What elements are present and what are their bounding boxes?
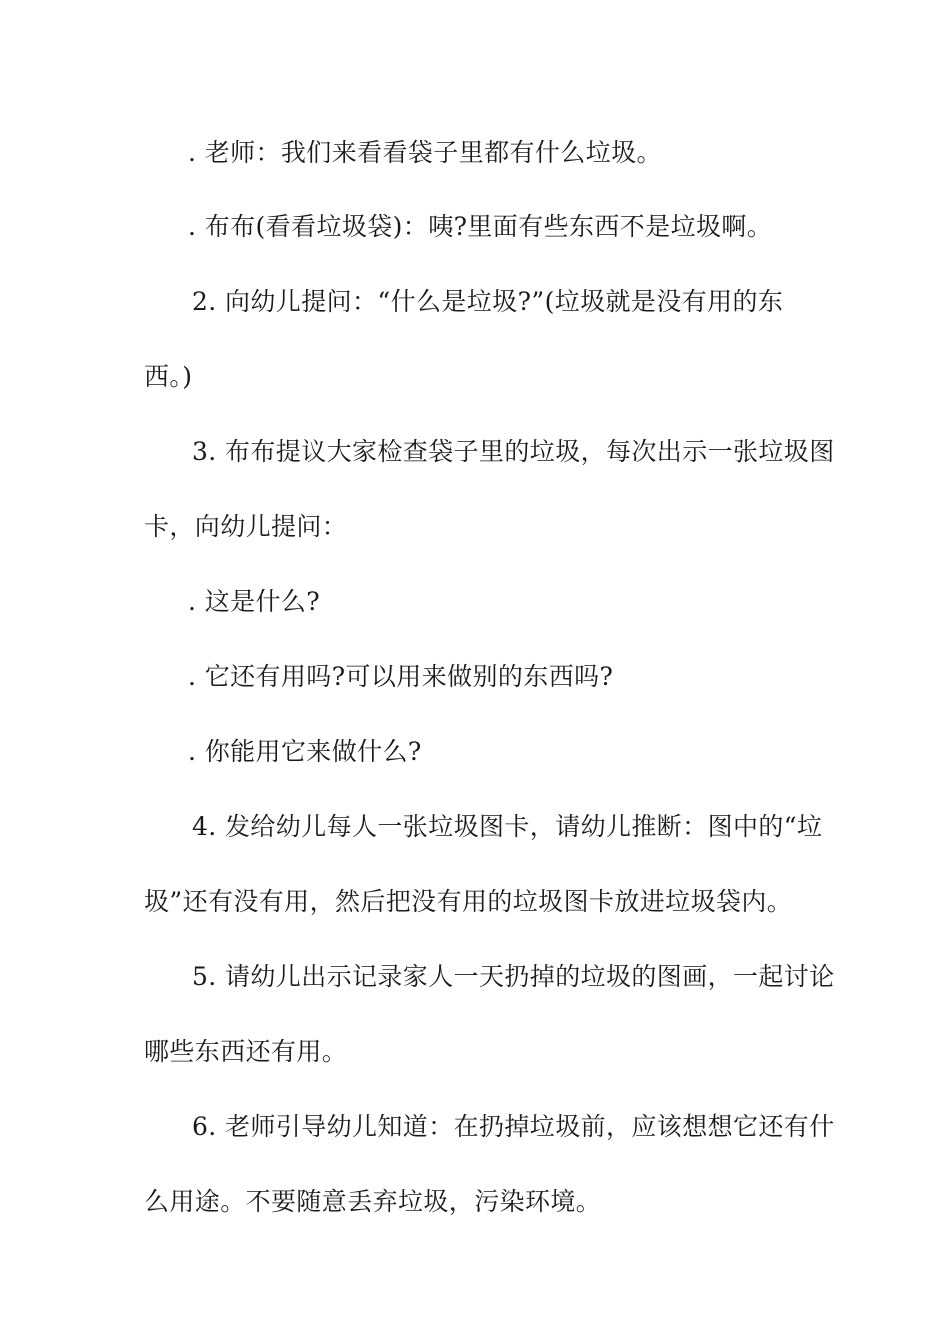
text-line-3: 2. 向幼儿提问：“什么是垃圾?”(垃圾就是没有用的东 — [192, 287, 784, 316]
text-line-13: 哪些东西还有用。 — [144, 1037, 348, 1066]
text-line-10: 4. 发给幼儿每人一张垃圾图卡，请幼儿推断：图中的“垃 — [192, 812, 823, 841]
text-line-2: . 布布(看看垃圾袋)：咦?里面有些东西不是垃圾啊。 — [188, 212, 773, 241]
text-line-5: 3. 布布提议大家检查袋子里的垃圾，每次出示一张垃圾图 — [192, 437, 835, 466]
text-line-14: 6. 老师引导幼儿知道：在扔掉垃圾前，应该想想它还有什 — [192, 1112, 835, 1141]
text-line-9: . 你能用它来做什么? — [188, 737, 422, 766]
text-line-7: . 这是什么? — [188, 587, 321, 616]
text-line-12: 5. 请幼儿出示记录家人一天扔掉的垃圾的图画，一起讨论 — [192, 962, 835, 991]
text-line-11: 圾”还有没有用，然后把没有用的垃圾图卡放进垃圾袋内。 — [144, 887, 793, 916]
text-line-15: 么用途。不要随意丢弃垃圾，污染环境。 — [144, 1187, 602, 1216]
text-line-4: 西。) — [144, 362, 193, 391]
text-line-6: 卡，向幼儿提问： — [144, 512, 348, 541]
text-line-1: . 老师：我们来看看袋子里都有什么垃圾。 — [188, 138, 662, 167]
text-line-8: . 它还有用吗?可以用来做别的东西吗? — [188, 662, 614, 691]
